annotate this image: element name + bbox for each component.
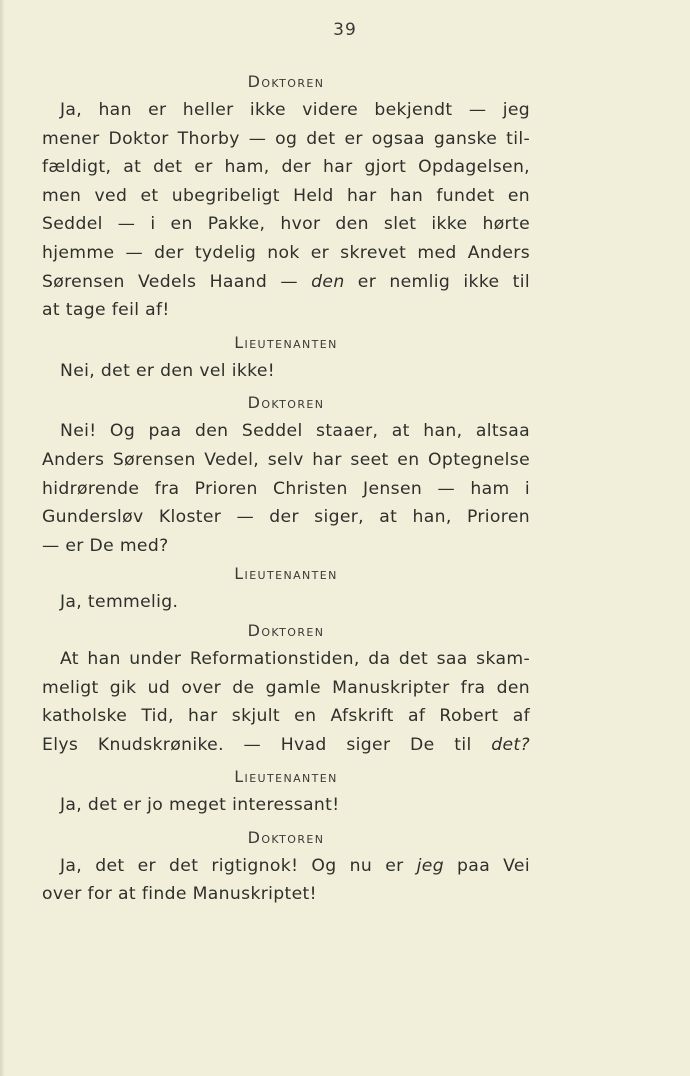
text-line (42, 852, 530, 881)
text-run: er nemlig ikke til (344, 271, 531, 292)
text-line: hidrørende fra Prioren Christen Jensen — ham i (42, 478, 530, 499)
text-run: Sørensen Vedels Haand — (42, 271, 312, 292)
page-edge (0, 0, 5, 1076)
speaker-heading: Doktoren (247, 393, 325, 413)
text-line: meligt gik ud over de gamle Manuskripter fra den (42, 677, 530, 698)
text-line (42, 268, 530, 297)
text-line: katholske Tid, har skjult en Afskrift af Robert af (42, 706, 530, 727)
text-line: fældigt, at det er ham, der har gjort Opdagelsen, (42, 157, 530, 178)
text-line: mener Doktor Thorby — og det er ogsaa ganske til- (42, 128, 530, 149)
page-text (42, 66, 530, 909)
emphasis: den (311, 271, 345, 292)
emphasis: det? (491, 734, 530, 755)
text-line: Nei! Og paa den Seddel staaer, at han, altsaa (60, 421, 530, 442)
text-run: paa Vei (443, 855, 530, 876)
text-line: Ja, han er heller ikke videre bekjendt — jeg (60, 100, 530, 120)
speaker-heading: Doktoren (247, 72, 325, 91)
text-line: Seddel — i en Pakke, hvor den slet ikke hørte (42, 214, 530, 235)
text-line: hjemme — der tydelig nok er skrevet med Anders (42, 242, 530, 263)
speaker-heading: Doktoren (247, 620, 325, 640)
text-line: — er De med? (42, 535, 169, 556)
text-line: Nei, det er den vel ikke! (60, 360, 276, 381)
text-run: Elys Knudskrønike. — Hvad siger De til (42, 734, 492, 755)
speaker-heading: Lieutenanten (234, 767, 338, 787)
speaker-heading: Lieutenanten (234, 564, 338, 584)
text-run: Ja, det er det rigtignok! Og nu er (60, 855, 417, 876)
text-line: Ja, det er jo meget interessant! (60, 795, 340, 816)
emphasis: jeg (416, 855, 444, 876)
text-line: Ja, temmelig. (60, 592, 179, 613)
text-line: Anders Sørensen Vedel, selv har seet en Optegnelse (42, 449, 530, 470)
text-line (42, 731, 530, 760)
speaker-heading: Lieutenanten (234, 332, 338, 352)
page-number: 39 (333, 20, 357, 40)
text-line: at tage feil af! (42, 300, 170, 321)
text-line: over for at finde Manuskriptet! (42, 884, 317, 905)
text-line: Gundersløv Kloster — der siger, at han, Prioren (42, 507, 530, 528)
speaker-heading: Doktoren (247, 827, 325, 847)
text-line: At han under Reformationstiden, da det saa skam- (60, 648, 530, 669)
text-line: men ved et ubegribeligt Held har han fundet en (42, 185, 530, 206)
